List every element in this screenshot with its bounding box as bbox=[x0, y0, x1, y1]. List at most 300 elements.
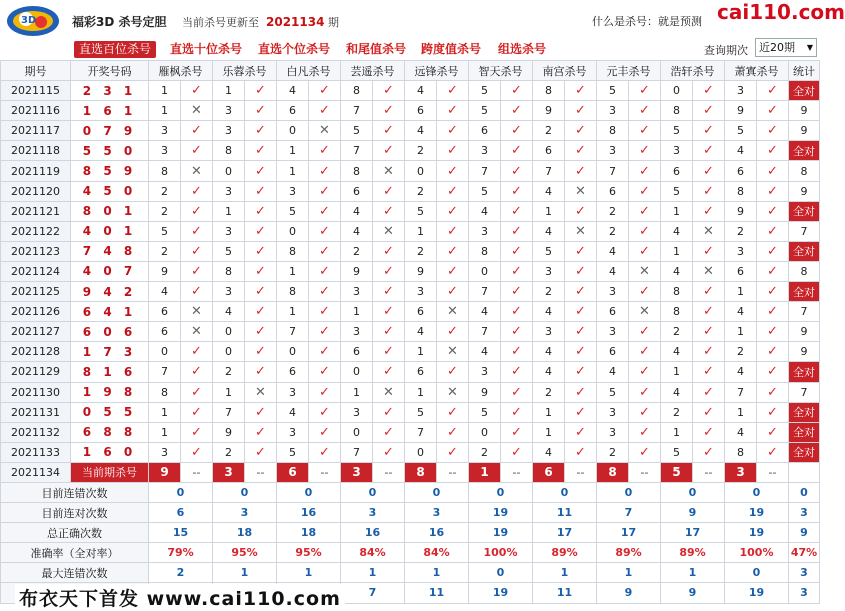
period-cell: 2021126 bbox=[1, 302, 71, 322]
stats-value: 0 bbox=[277, 482, 341, 502]
check-icon: ✓ bbox=[437, 282, 469, 302]
check-icon: ✓ bbox=[565, 342, 597, 362]
row-stat-cell: 全对 bbox=[789, 422, 820, 442]
current-kill-number: 5 bbox=[661, 462, 693, 482]
stats-value: 11 bbox=[533, 583, 597, 603]
check-icon: ✓ bbox=[181, 362, 213, 382]
stats-value: 47% bbox=[789, 543, 820, 563]
stats-value: 17 bbox=[661, 523, 725, 543]
current-kill-number: 3 bbox=[725, 462, 757, 482]
check-icon: ✓ bbox=[501, 81, 533, 101]
kill-number-cell: 6 bbox=[341, 181, 373, 201]
check-icon: ✓ bbox=[757, 81, 789, 101]
kill-number-cell: 4 bbox=[597, 261, 629, 281]
kill-number-cell: 4 bbox=[469, 201, 501, 221]
kill-number-cell: 4 bbox=[597, 241, 629, 261]
kill-number-cell: 1 bbox=[533, 201, 565, 221]
check-icon: ✓ bbox=[309, 81, 341, 101]
row-stat-cell: 7 bbox=[789, 221, 820, 241]
check-icon: ✓ bbox=[693, 81, 725, 101]
check-icon: ✓ bbox=[309, 282, 341, 302]
draw-result-cell: 6 8 8 bbox=[71, 422, 149, 442]
update-info: 当前杀号更新至 2021134 期 bbox=[182, 15, 339, 29]
stats-value: 7 bbox=[597, 503, 661, 523]
stats-value: 1 bbox=[661, 563, 725, 583]
check-icon: ✓ bbox=[245, 241, 277, 261]
check-icon: ✓ bbox=[565, 101, 597, 121]
kill-number-cell: 3 bbox=[341, 402, 373, 422]
kill-number-cell: 8 bbox=[661, 101, 693, 121]
kill-number-cell: 2 bbox=[597, 221, 629, 241]
check-icon: ✓ bbox=[373, 201, 405, 221]
table-row bbox=[1, 422, 820, 442]
stats-value: 89% bbox=[661, 543, 725, 563]
stats-value: 19 bbox=[469, 583, 533, 603]
kill-number-cell: 4 bbox=[405, 121, 437, 141]
check-icon: ✓ bbox=[373, 402, 405, 422]
row-stat-cell: 全对 bbox=[789, 362, 820, 382]
kill-number-cell: 9 bbox=[533, 101, 565, 121]
kill-number-cell: 7 bbox=[341, 442, 373, 462]
site-logo[interactable]: cai110.com bbox=[717, 0, 845, 24]
row-stat-cell: 全对 bbox=[789, 141, 820, 161]
check-icon: ✓ bbox=[565, 81, 597, 101]
draw-result-cell: 4 5 0 bbox=[71, 181, 149, 201]
cross-icon: ✕ bbox=[309, 121, 341, 141]
kill-number-cell: 3 bbox=[341, 322, 373, 342]
kill-number-cell: 6 bbox=[597, 302, 629, 322]
kill-number-cell: 6 bbox=[533, 141, 565, 161]
stats-value: 1 bbox=[341, 563, 405, 583]
col-expert: 浩轩杀号 bbox=[661, 61, 725, 81]
kill-number-cell: 3 bbox=[469, 362, 501, 382]
period-cell: 2021124 bbox=[1, 261, 71, 281]
placeholder-dash: -- bbox=[309, 462, 341, 482]
check-icon: ✓ bbox=[373, 362, 405, 382]
kill-number-cell: 5 bbox=[341, 121, 373, 141]
current-kill-number: 6 bbox=[277, 462, 309, 482]
check-icon: ✓ bbox=[181, 141, 213, 161]
check-icon: ✓ bbox=[757, 221, 789, 241]
stats-value: 0 bbox=[533, 482, 597, 502]
stats-value: 2 bbox=[149, 563, 213, 583]
draw-result-cell: 6 0 6 bbox=[71, 322, 149, 342]
kill-number-table bbox=[0, 60, 820, 604]
kill-number-cell: 3 bbox=[597, 141, 629, 161]
cross-icon: ✕ bbox=[373, 161, 405, 181]
cross-icon: ✕ bbox=[693, 261, 725, 281]
period-cell: 2021129 bbox=[1, 362, 71, 382]
check-icon: ✓ bbox=[373, 322, 405, 342]
kill-number-cell: 2 bbox=[533, 382, 565, 402]
check-icon: ✓ bbox=[693, 282, 725, 302]
kill-number-cell: 5 bbox=[725, 121, 757, 141]
cross-icon: ✕ bbox=[437, 342, 469, 362]
placeholder-dash: -- bbox=[245, 462, 277, 482]
kill-number-cell: 3 bbox=[661, 141, 693, 161]
kill-number-cell: 2 bbox=[597, 442, 629, 462]
kill-number-cell: 3 bbox=[469, 141, 501, 161]
kill-number-cell: 4 bbox=[725, 362, 757, 382]
check-icon: ✓ bbox=[309, 141, 341, 161]
check-icon: ✓ bbox=[757, 282, 789, 302]
current-kill-number: 8 bbox=[405, 462, 437, 482]
kill-number-cell: 3 bbox=[277, 181, 309, 201]
query-select[interactable]: 近20期 ▼ bbox=[755, 38, 817, 57]
stats-value: 100% bbox=[725, 543, 789, 563]
stats-value: 0 bbox=[661, 482, 725, 502]
check-icon: ✓ bbox=[309, 181, 341, 201]
check-icon: ✓ bbox=[757, 322, 789, 342]
check-icon: ✓ bbox=[565, 402, 597, 422]
logo-icon bbox=[4, 2, 62, 38]
check-icon: ✓ bbox=[501, 101, 533, 121]
table-row bbox=[1, 382, 820, 402]
kill-number-cell: 3 bbox=[533, 322, 565, 342]
kill-number-cell: 4 bbox=[533, 342, 565, 362]
kill-number-cell: 6 bbox=[597, 342, 629, 362]
check-icon: ✓ bbox=[565, 362, 597, 382]
stats-value: 79% bbox=[149, 543, 213, 563]
kill-number-cell: 7 bbox=[277, 322, 309, 342]
kill-number-cell: 1 bbox=[277, 141, 309, 161]
stats-value: 3 bbox=[789, 583, 820, 603]
nav-group-kill[interactable]: 组选杀号 bbox=[498, 42, 547, 56]
check-icon: ✓ bbox=[309, 442, 341, 462]
kill-number-cell: 3 bbox=[277, 382, 309, 402]
kill-number-cell: 8 bbox=[469, 241, 501, 261]
kill-number-cell: 6 bbox=[597, 181, 629, 201]
stats-value: 1 bbox=[405, 563, 469, 583]
stats-value: 0 bbox=[149, 482, 213, 502]
period-cell: 2021127 bbox=[1, 322, 71, 342]
placeholder-dash: -- bbox=[693, 462, 725, 482]
check-icon: ✓ bbox=[629, 362, 661, 382]
draw-result-cell: 1 6 0 bbox=[71, 442, 149, 462]
stats-value: 0 bbox=[469, 563, 533, 583]
kill-number-cell: 3 bbox=[597, 322, 629, 342]
check-icon: ✓ bbox=[693, 201, 725, 221]
kill-number-cell: 0 bbox=[149, 342, 181, 362]
nav-span-kill[interactable]: 跨度值杀号 bbox=[421, 42, 482, 56]
kill-number-cell: 0 bbox=[405, 161, 437, 181]
kill-number-cell: 2 bbox=[405, 241, 437, 261]
kill-number-cell: 8 bbox=[213, 141, 245, 161]
check-icon: ✓ bbox=[629, 101, 661, 121]
col-expert: 雁枫杀号 bbox=[149, 61, 213, 81]
check-icon: ✓ bbox=[629, 402, 661, 422]
kill-number-cell: 3 bbox=[725, 81, 757, 101]
stats-value: 3 bbox=[405, 503, 469, 523]
nav-units-kill[interactable]: 直选个位杀号 bbox=[258, 42, 331, 56]
kill-number-cell: 4 bbox=[533, 181, 565, 201]
check-icon: ✓ bbox=[309, 101, 341, 121]
check-icon: ✓ bbox=[501, 161, 533, 181]
table-row bbox=[1, 362, 820, 382]
table-row bbox=[1, 322, 820, 342]
stats-row bbox=[1, 523, 820, 543]
stats-value: 3 bbox=[341, 503, 405, 523]
period-cell: 2021125 bbox=[1, 282, 71, 302]
current-kill-number: 3 bbox=[341, 462, 373, 482]
kill-number-cell: 1 bbox=[405, 342, 437, 362]
col-expert: 智天杀号 bbox=[469, 61, 533, 81]
kill-number-cell: 6 bbox=[405, 362, 437, 382]
kill-number-cell: 0 bbox=[341, 422, 373, 442]
check-icon: ✓ bbox=[501, 241, 533, 261]
stats-value: 16 bbox=[405, 523, 469, 543]
stats-value: 1 bbox=[213, 563, 277, 583]
stats-value: 84% bbox=[341, 543, 405, 563]
watermark: 布衣天下首发 www.cai110.com bbox=[15, 584, 345, 611]
current-kill-number: 8 bbox=[597, 462, 629, 482]
kill-number-cell: 2 bbox=[405, 181, 437, 201]
cross-icon: ✕ bbox=[629, 302, 661, 322]
header-bar bbox=[0, 0, 845, 38]
check-icon: ✓ bbox=[565, 422, 597, 442]
check-icon: ✓ bbox=[693, 402, 725, 422]
stats-value: 19 bbox=[725, 583, 789, 603]
placeholder-dash: -- bbox=[181, 462, 213, 482]
check-icon: ✓ bbox=[501, 201, 533, 221]
stats-row bbox=[1, 543, 820, 563]
table-row bbox=[1, 101, 820, 121]
row-stat-cell bbox=[789, 462, 820, 482]
check-icon: ✓ bbox=[757, 101, 789, 121]
kill-number-cell: 8 bbox=[341, 81, 373, 101]
check-icon: ✓ bbox=[245, 422, 277, 442]
check-icon: ✓ bbox=[757, 161, 789, 181]
check-icon: ✓ bbox=[181, 81, 213, 101]
check-icon: ✓ bbox=[245, 221, 277, 241]
check-icon: ✓ bbox=[437, 362, 469, 382]
check-icon: ✓ bbox=[437, 241, 469, 261]
check-icon: ✓ bbox=[501, 362, 533, 382]
kill-number-cell: 8 bbox=[725, 442, 757, 462]
stats-value: 16 bbox=[277, 503, 341, 523]
row-stat-cell: 7 bbox=[789, 302, 820, 322]
col-result: 开奖号码 bbox=[71, 61, 149, 81]
kill-number-cell: 2 bbox=[533, 121, 565, 141]
kill-number-cell: 5 bbox=[597, 382, 629, 402]
kill-number-cell: 6 bbox=[725, 161, 757, 181]
table-row bbox=[1, 181, 820, 201]
kill-number-cell: 6 bbox=[725, 261, 757, 281]
current-kill-number: 3 bbox=[213, 462, 245, 482]
nav-sum-tail-kill[interactable]: 和尾值杀号 bbox=[346, 42, 407, 56]
kill-number-cell: 3 bbox=[149, 121, 181, 141]
stats-value: 0 bbox=[469, 482, 533, 502]
col-expert: 白凡杀号 bbox=[277, 61, 341, 81]
kill-number-cell: 3 bbox=[597, 101, 629, 121]
period-cell: 2021117 bbox=[1, 121, 71, 141]
table-row bbox=[1, 402, 820, 422]
check-icon: ✓ bbox=[245, 181, 277, 201]
kill-number-cell: 3 bbox=[725, 241, 757, 261]
period-cell: 2021133 bbox=[1, 442, 71, 462]
svg-text:3D: 3D bbox=[21, 15, 37, 26]
stats-value: 0 bbox=[725, 482, 789, 502]
kill-number-cell: 4 bbox=[661, 221, 693, 241]
table-row bbox=[1, 241, 820, 261]
kill-number-cell: 3 bbox=[213, 181, 245, 201]
check-icon: ✓ bbox=[437, 221, 469, 241]
kill-number-cell: 3 bbox=[597, 422, 629, 442]
check-icon: ✓ bbox=[501, 121, 533, 141]
kill-number-cell: 4 bbox=[725, 302, 757, 322]
kill-number-cell: 1 bbox=[725, 322, 757, 342]
check-icon: ✓ bbox=[629, 241, 661, 261]
kill-number-cell: 9 bbox=[469, 382, 501, 402]
kill-number-cell: 6 bbox=[277, 101, 309, 121]
kill-number-cell: 1 bbox=[533, 422, 565, 442]
stats-value: 18 bbox=[213, 523, 277, 543]
stats-value: 18 bbox=[277, 523, 341, 543]
check-icon: ✓ bbox=[693, 141, 725, 161]
placeholder-dash: -- bbox=[565, 462, 597, 482]
cross-icon: ✕ bbox=[437, 382, 469, 402]
kill-number-cell: 1 bbox=[277, 161, 309, 181]
kill-number-cell: 5 bbox=[277, 201, 309, 221]
kill-number-cell: 1 bbox=[149, 81, 181, 101]
help-text: 什么是杀号：就是预测 bbox=[592, 15, 702, 28]
kill-number-cell: 3 bbox=[341, 282, 373, 302]
kill-number-cell: 1 bbox=[341, 382, 373, 402]
col-expert: 元丰杀号 bbox=[597, 61, 661, 81]
check-icon: ✓ bbox=[245, 402, 277, 422]
draw-result-cell: 1 7 3 bbox=[71, 342, 149, 362]
col-expert: 芸遥杀号 bbox=[341, 61, 405, 81]
check-icon: ✓ bbox=[245, 141, 277, 161]
stats-value: 84% bbox=[405, 543, 469, 563]
col-period: 期号 bbox=[1, 61, 71, 81]
kill-number-cell: 2 bbox=[533, 282, 565, 302]
table-row bbox=[1, 442, 820, 462]
current-kill-number: 1 bbox=[469, 462, 501, 482]
cross-icon: ✕ bbox=[181, 322, 213, 342]
kill-number-cell: 5 bbox=[661, 181, 693, 201]
table-row bbox=[1, 161, 820, 181]
kill-number-cell: 5 bbox=[405, 402, 437, 422]
row-stat-cell: 全对 bbox=[789, 241, 820, 261]
kill-number-cell: 9 bbox=[405, 261, 437, 281]
row-stat-cell: 7 bbox=[789, 382, 820, 402]
kill-number-cell: 8 bbox=[725, 181, 757, 201]
kill-number-cell: 3 bbox=[149, 141, 181, 161]
check-icon: ✓ bbox=[437, 322, 469, 342]
check-icon: ✓ bbox=[629, 221, 661, 241]
brand-title: 福彩3D 杀号定胆 bbox=[72, 15, 167, 29]
check-icon: ✓ bbox=[565, 382, 597, 402]
kill-number-cell: 8 bbox=[341, 161, 373, 181]
check-icon: ✓ bbox=[181, 221, 213, 241]
placeholder-dash: -- bbox=[437, 462, 469, 482]
kill-number-cell: 4 bbox=[277, 81, 309, 101]
kill-number-cell: 0 bbox=[661, 81, 693, 101]
kill-number-cell: 5 bbox=[213, 241, 245, 261]
check-icon: ✓ bbox=[501, 221, 533, 241]
kill-number-cell: 5 bbox=[149, 221, 181, 241]
check-icon: ✓ bbox=[757, 342, 789, 362]
kill-number-cell: 1 bbox=[661, 241, 693, 261]
check-icon: ✓ bbox=[181, 121, 213, 141]
check-icon: ✓ bbox=[693, 101, 725, 121]
kill-number-cell: 6 bbox=[149, 322, 181, 342]
kill-number-cell: 2 bbox=[213, 362, 245, 382]
stats-value: 89% bbox=[533, 543, 597, 563]
kill-number-cell: 7 bbox=[341, 141, 373, 161]
kill-number-cell: 6 bbox=[277, 362, 309, 382]
kill-number-cell: 7 bbox=[597, 161, 629, 181]
check-icon: ✓ bbox=[629, 201, 661, 221]
check-icon: ✓ bbox=[629, 442, 661, 462]
check-icon: ✓ bbox=[437, 181, 469, 201]
check-icon: ✓ bbox=[245, 282, 277, 302]
kill-number-cell: 0 bbox=[277, 342, 309, 362]
placeholder-dash: -- bbox=[373, 462, 405, 482]
nav-hundreds-kill[interactable]: 直选百位杀号 bbox=[74, 41, 156, 58]
check-icon: ✓ bbox=[757, 362, 789, 382]
kill-number-cell: 0 bbox=[213, 342, 245, 362]
kill-number-cell: 7 bbox=[213, 402, 245, 422]
check-icon: ✓ bbox=[629, 81, 661, 101]
stats-label: 目前连对次数 bbox=[1, 503, 149, 523]
kill-number-cell: 5 bbox=[469, 81, 501, 101]
check-icon: ✓ bbox=[437, 141, 469, 161]
kill-number-cell: 2 bbox=[341, 241, 373, 261]
cross-icon: ✕ bbox=[565, 221, 597, 241]
stats-row bbox=[1, 503, 820, 523]
stats-value: 11 bbox=[405, 583, 469, 603]
current-kill-row bbox=[1, 462, 820, 482]
kill-number-cell: 3 bbox=[149, 442, 181, 462]
kill-number-cell: 8 bbox=[277, 282, 309, 302]
cross-icon: ✕ bbox=[181, 161, 213, 181]
stats-value: 17 bbox=[597, 523, 661, 543]
period-cell: 2021131 bbox=[1, 402, 71, 422]
check-icon: ✓ bbox=[693, 322, 725, 342]
check-icon: ✓ bbox=[629, 342, 661, 362]
kill-number-cell: 1 bbox=[213, 382, 245, 402]
cross-icon: ✕ bbox=[437, 302, 469, 322]
kill-number-cell: 1 bbox=[149, 402, 181, 422]
nav-tens-kill[interactable]: 直选十位杀号 bbox=[170, 42, 243, 56]
kill-number-cell: 4 bbox=[341, 221, 373, 241]
check-icon: ✓ bbox=[565, 161, 597, 181]
stats-value: 0 bbox=[725, 563, 789, 583]
table-row bbox=[1, 121, 820, 141]
kill-number-cell: 2 bbox=[661, 402, 693, 422]
check-icon: ✓ bbox=[565, 282, 597, 302]
kill-number-cell: 8 bbox=[661, 302, 693, 322]
current-kill-number: 9 bbox=[149, 462, 181, 482]
kill-number-cell: 4 bbox=[661, 382, 693, 402]
kill-number-cell: 1 bbox=[213, 201, 245, 221]
kill-number-cell: 1 bbox=[661, 201, 693, 221]
kill-number-cell: 8 bbox=[149, 161, 181, 181]
kill-number-cell: 1 bbox=[277, 261, 309, 281]
period-cell: 2021134 bbox=[1, 462, 71, 482]
stats-value: 3 bbox=[789, 563, 820, 583]
kill-number-cell: 9 bbox=[341, 261, 373, 281]
check-icon: ✓ bbox=[373, 261, 405, 281]
draw-result-cell: 5 5 0 bbox=[71, 141, 149, 161]
kill-number-cell: 1 bbox=[661, 422, 693, 442]
kill-number-cell: 4 bbox=[533, 302, 565, 322]
check-icon: ✓ bbox=[565, 121, 597, 141]
check-icon: ✓ bbox=[437, 261, 469, 281]
check-icon: ✓ bbox=[693, 422, 725, 442]
